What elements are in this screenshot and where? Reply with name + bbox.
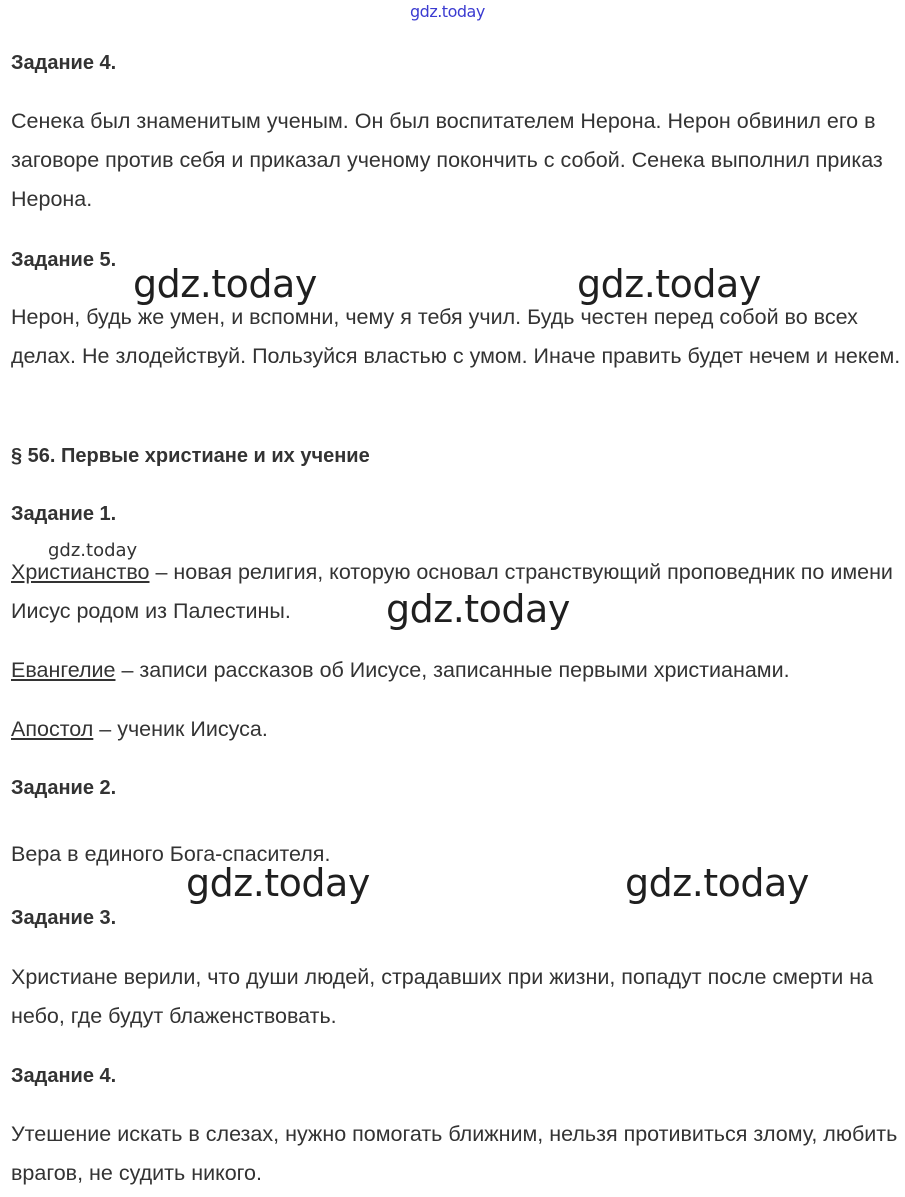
task-4-heading: Задание 4. — [11, 52, 117, 74]
watermark-large: gdz.today — [625, 861, 809, 905]
task-3-heading: Задание 3. — [11, 907, 117, 929]
task-1-heading: Задание 1. — [11, 503, 117, 525]
term-christianity: Христианство — [11, 560, 150, 584]
task-4b-text: Утешение искать в слезах, нужно помогать ближним, нельзя противиться злому, любить врагов, не судить никого. — [11, 1122, 898, 1185]
term-apostle: Апостол — [11, 717, 94, 741]
term-gospel: Евангелие — [11, 658, 116, 682]
definition-apostle — [11, 710, 901, 749]
definition-christianity-text: – новая религия, которую основал странствующий проповедник по имени Иисус родом из Палестины. — [11, 560, 893, 623]
watermark-large: gdz.today — [386, 587, 570, 631]
watermark-large: gdz.today — [186, 861, 370, 905]
task-2-text: Вера в единого Бога-спасителя. — [11, 842, 331, 866]
watermark-small: gdz.today — [48, 540, 138, 561]
definition-gospel — [11, 651, 901, 690]
watermark-large: gdz.today — [133, 262, 317, 306]
task-4-text: Сенека был знаменитым ученым. Он был воспитателем Нерона. Нерон обвинил его в заговоре против себя и приказал ученому покончить с собой. Сенека выполнил приказ Нерона. — [11, 109, 883, 211]
watermark-top: gdz.today — [410, 2, 485, 21]
task-3-text: Христиане верили, что души людей, страдавших при жизни, попадут после смерти на небо, где будут блаженствовать. — [11, 965, 874, 1028]
task-5-text: Нерон, будь же умен, и вспомни, чему я тебя учил. Будь честен перед собой во всех делах. Не злодействуй. Пользуйся властью с умом. Иначе править будет нечем и некем. — [11, 305, 901, 368]
task-2-heading: Задание 2. — [11, 777, 117, 799]
definition-apostle-text: – ученик Иисуса. — [93, 717, 268, 741]
task-4b-heading: Задание 4. — [11, 1065, 117, 1087]
task-5-heading: Задание 5. — [11, 249, 117, 271]
section-title: § 56. Первые христиане и их учение — [11, 445, 370, 467]
definition-gospel-text: – записи рассказов об Иисусе, записанные первыми христианами. — [115, 658, 790, 682]
watermark-large: gdz.today — [577, 262, 761, 306]
